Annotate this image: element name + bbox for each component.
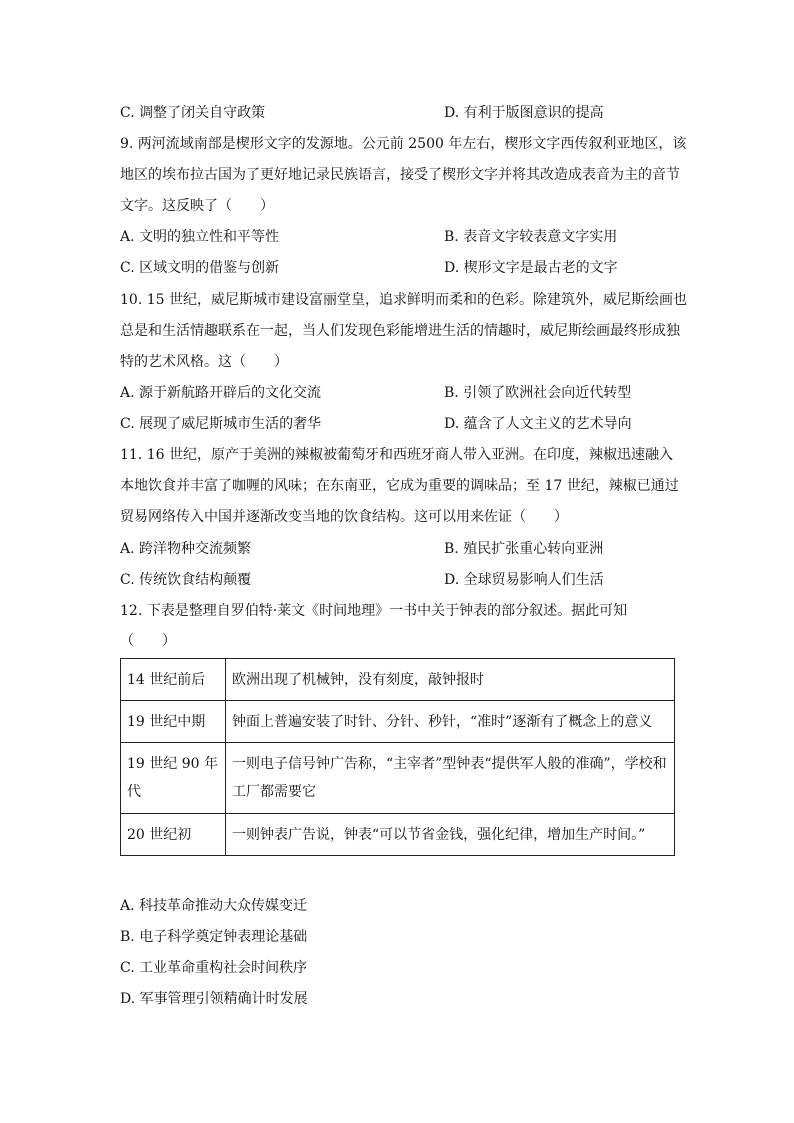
description-line: 工厂都需要它 (232, 784, 316, 800)
q9-stem-line-1: 9. 两河流域南部是楔形文字的发源地。公元前 2500 年左右，楔形文字西传叙利亚地区，该 (120, 136, 687, 152)
clock-history-table (120, 658, 675, 856)
table-cell-description: 钟面上普遍安装了时针、分针、秒针，“准时”逐渐有了概念上的意义 (226, 701, 675, 743)
q11-stem-line-1: 11. 16 世纪，原产于美洲的辣椒被葡萄牙和西班牙商人带入亚洲。在印度，辣椒迅速融入 (120, 447, 673, 463)
q11-option-d: D. 全球贸易影响人们生活 (444, 572, 604, 588)
q10-stem-line-1: 10. 15 世纪，威尼斯城市建设富丽堂皇，追求鲜明而柔和的色彩。除建筑外，威尼斯绘画也 (120, 292, 687, 308)
table-row (121, 701, 675, 743)
period-line: 19 世纪 90 年 (127, 756, 218, 772)
table-row (121, 743, 675, 814)
table-row (121, 814, 675, 856)
q10-stem-line-3: 特的艺术风格。这（ ） (120, 354, 288, 370)
q8-option-d: D. 有利于版图意识的提高 (444, 105, 604, 121)
q10-option-d: D. 蕴含了人文主义的艺术导向 (444, 416, 632, 432)
q9-option-c: C. 区域文明的借鉴与创新 (120, 260, 280, 276)
table-cell-description (226, 743, 675, 814)
q10-option-b: B. 引领了欧洲社会向近代转型 (444, 385, 632, 401)
q9-option-d: D. 楔形文字是最古老的文字 (444, 260, 618, 276)
q11-option-a: A. 跨洋物种交流频繁 (120, 541, 252, 557)
q11-option-c: C. 传统饮食结构颠覆 (120, 572, 252, 588)
period-line: 代 (127, 784, 141, 800)
q12-stem-line-1: 12. 下表是整理自罗伯特·莱文《时间地理》一书中关于钟表的部分叙述。据此可知 (120, 603, 628, 619)
q12-option-c: C. 工业革命重构社会时间秩序 (120, 960, 308, 976)
table-cell-period (121, 743, 226, 814)
q11-stem-line-2: 本地饮食并丰富了咖喱的风味；在东南亚，它成为重要的调味品；至 17 世纪，辣椒已通过 (120, 478, 679, 494)
q10-stem-line-2: 总是和生活情趣联系在一起，当人们发现色彩能增进生活的情趣时，威尼斯绘画最终形成独 (120, 323, 680, 339)
q9-stem-line-2: 地区的埃布拉古国为了更好地记录民族语言，接受了楔形文字并将其改造成表音为主的音节 (120, 167, 680, 183)
q12-stem-line-2: （ ） (120, 633, 176, 649)
q11-option-b: B. 殖民扩张重心转向亚洲 (444, 541, 604, 557)
q10-option-c: C. 展现了威尼斯城市生活的奢华 (120, 416, 322, 432)
q9-option-a: A. 文明的独立性和平等性 (120, 229, 280, 245)
q9-option-b: B. 表音文字较表意文字实用 (444, 229, 618, 245)
q12-option-d: D. 军事管理引领精确计时发展 (120, 991, 308, 1007)
q10-option-a: A. 源于新航路开辟后的文化交流 (120, 385, 322, 401)
description-line: 一则电子信号钟广告称，“主宰者”型钟表“提供军人般的准确”，学校和 (232, 756, 667, 772)
table-cell-period: 14 世纪前后 (121, 659, 226, 701)
q8-option-c: C. 调整了闭关自守政策 (120, 105, 266, 121)
table-row (121, 659, 675, 701)
q12-option-b: B. 电子科学奠定钟表理论基础 (120, 929, 308, 945)
table-cell-period: 20 世纪初 (121, 814, 226, 856)
table-cell-description: 一则钟表广告说，钟表“可以节省金钱，强化纪律，增加生产时间。” (226, 814, 675, 856)
table-cell-description: 欧洲出现了机械钟，没有刻度，敲钟报时 (226, 659, 675, 701)
q12-option-a: A. 科技革命推动大众传媒变迁 (120, 898, 308, 914)
q11-stem-line-3: 贸易网络传入中国并逐渐改变当地的饮食结构。这可以用来佐证（ ） (120, 509, 568, 525)
table-cell-period: 19 世纪中期 (121, 701, 226, 743)
q9-stem-line-3: 文字。这反映了（ ） (120, 198, 274, 214)
